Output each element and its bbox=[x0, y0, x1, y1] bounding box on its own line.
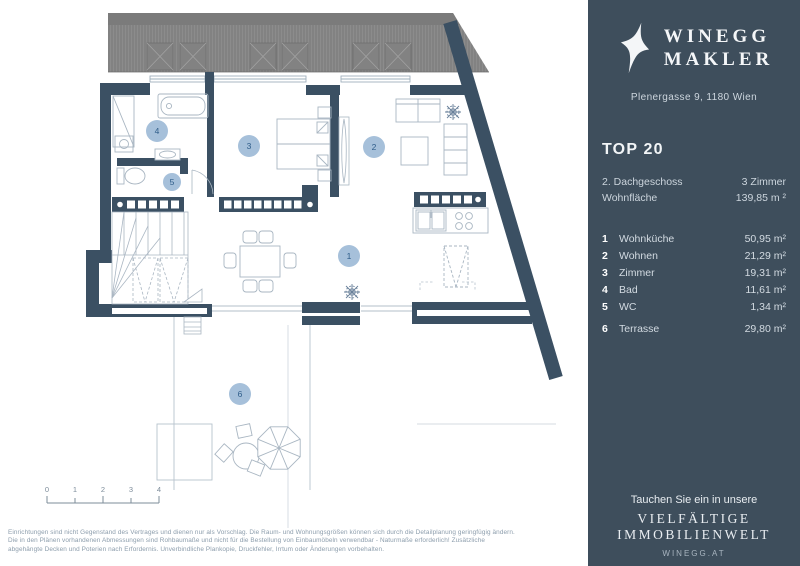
stair-arrow-icon bbox=[184, 289, 202, 302]
footer-claim-line-1: VIELFÄLTIGE bbox=[637, 510, 751, 526]
disclaimer-line-1: Einrichtungen sind nicht Gegenstand des Vertrages und dienen nur als Vorschlag. Die Raum- und Wohnungsgrößen können sich durch die Detailplanung geringfügig ändern. bbox=[8, 529, 515, 536]
room-badge-3 bbox=[238, 135, 260, 157]
sink-icon bbox=[155, 149, 180, 160]
room-name: WC bbox=[619, 301, 637, 314]
disclaimer-line-2: Die in den Plänen vorhandenen Abmessungen sind Rohbaumaße und nicht für die Bestellung von Einbaumöbeln verwendbar - Naturmaße erforderlich! Zusätzliche bbox=[8, 537, 486, 545]
room-number: 5 bbox=[602, 301, 608, 314]
disclaimer-line-3: abgehängte Decken und Poterien nach Erfordernis. Unverbindliche Plankopie, Druckfehler, Irrtum oder Änderungen vorbehalten. bbox=[8, 545, 385, 553]
understairs-storage bbox=[133, 258, 188, 302]
svg-text:1: 1 bbox=[72, 485, 78, 494]
sofa-icon bbox=[396, 99, 440, 122]
unit-area-label: Wohnfläche bbox=[602, 192, 658, 205]
svg-text:1: 1 bbox=[346, 251, 352, 261]
room-row bbox=[602, 284, 786, 297]
room-number: 3 bbox=[602, 266, 608, 279]
dashed-marks bbox=[420, 282, 475, 290]
parasol-icon bbox=[258, 427, 300, 469]
svg-text:4: 4 bbox=[154, 126, 160, 136]
room-area: 21,29 m² bbox=[744, 249, 786, 262]
room-badge-5 bbox=[163, 173, 181, 191]
unit-title: TOP 20 bbox=[602, 141, 664, 158]
bed-icon bbox=[277, 107, 331, 181]
room-badge-2 bbox=[363, 136, 385, 158]
bottom-wall-window bbox=[112, 308, 207, 314]
room-area: 19,31 m² bbox=[744, 266, 786, 279]
plant-icon bbox=[445, 104, 461, 120]
room-name: Terrasse bbox=[619, 322, 660, 335]
room-badge-4 bbox=[146, 120, 168, 142]
kitchen-counter bbox=[413, 208, 488, 233]
room-row bbox=[602, 301, 786, 314]
room-number: 2 bbox=[602, 249, 608, 262]
top-windows bbox=[150, 76, 410, 82]
shelf-icon bbox=[444, 124, 467, 175]
terrace-steps-icon bbox=[184, 317, 201, 334]
svg-text:2: 2 bbox=[371, 142, 377, 152]
svg-text:4: 4 bbox=[156, 485, 162, 494]
scale-bar bbox=[45, 485, 161, 503]
terrace-outline bbox=[174, 317, 556, 528]
room-badge-1 bbox=[338, 245, 360, 267]
property-address: Plenergasse 9, 1180 Wien bbox=[630, 92, 758, 103]
radiator-icon bbox=[339, 117, 349, 185]
wardrobe-icon bbox=[444, 246, 468, 287]
window-bands bbox=[112, 192, 486, 212]
brand-logo bbox=[588, 20, 800, 76]
room-number: 1 bbox=[602, 232, 608, 245]
svg-text:0: 0 bbox=[44, 485, 50, 494]
coffee-table-icon bbox=[401, 137, 428, 165]
brand-line-1: WINEGG bbox=[663, 25, 771, 47]
svg-text:3: 3 bbox=[128, 485, 134, 494]
room-name: Wohnen bbox=[619, 249, 658, 262]
room-area: 1,34 m² bbox=[750, 301, 786, 314]
room-row bbox=[602, 250, 786, 263]
toilet-icon bbox=[117, 168, 145, 184]
unit-floor: 2. Dachgeschoss bbox=[602, 176, 683, 188]
room-area: 29,80 m² bbox=[744, 322, 786, 335]
bathtub-icon bbox=[158, 94, 208, 118]
room-area: 50,95 m² bbox=[744, 232, 786, 245]
room-name: Wohnküche bbox=[619, 232, 675, 245]
info-sidebar bbox=[588, 0, 800, 566]
brand-line-2: MAKLER bbox=[663, 49, 774, 70]
plant-icon bbox=[344, 284, 360, 300]
svg-text:6: 6 bbox=[237, 389, 243, 399]
room-badge-6 bbox=[229, 383, 251, 405]
room-name: Bad bbox=[619, 284, 638, 297]
room-row bbox=[602, 267, 786, 280]
unit-area-value: 139,85 m ² bbox=[735, 192, 786, 205]
brand-wordmark bbox=[664, 25, 774, 71]
room-name: Zimmer bbox=[619, 266, 655, 279]
svg-text:3: 3 bbox=[246, 141, 252, 151]
room-row bbox=[602, 323, 786, 336]
svg-text:2: 2 bbox=[100, 485, 106, 494]
room-area: 11,61 m² bbox=[745, 284, 786, 297]
footer-tagline: Tauchen Sie ein in unsere bbox=[630, 493, 758, 506]
footer-claim-line-2: IMMOBILIENWELT bbox=[617, 526, 771, 542]
room-number: 6 bbox=[602, 322, 608, 335]
unit-rooms-count: 3 Zimmer bbox=[741, 176, 786, 188]
sidebar-footer bbox=[588, 494, 800, 558]
dining-table-icon bbox=[224, 231, 296, 292]
footer-website-link[interactable]: WINEGG.AT bbox=[662, 549, 726, 558]
winegg-star-icon bbox=[615, 20, 655, 76]
unit-info bbox=[602, 174, 786, 207]
disclaimer-text bbox=[8, 529, 580, 554]
roof-band bbox=[108, 13, 489, 72]
room-number: 4 bbox=[602, 284, 608, 297]
room-list bbox=[602, 233, 786, 336]
planter-icon bbox=[157, 424, 212, 480]
room-row bbox=[602, 233, 786, 246]
svg-text:5: 5 bbox=[169, 177, 175, 187]
